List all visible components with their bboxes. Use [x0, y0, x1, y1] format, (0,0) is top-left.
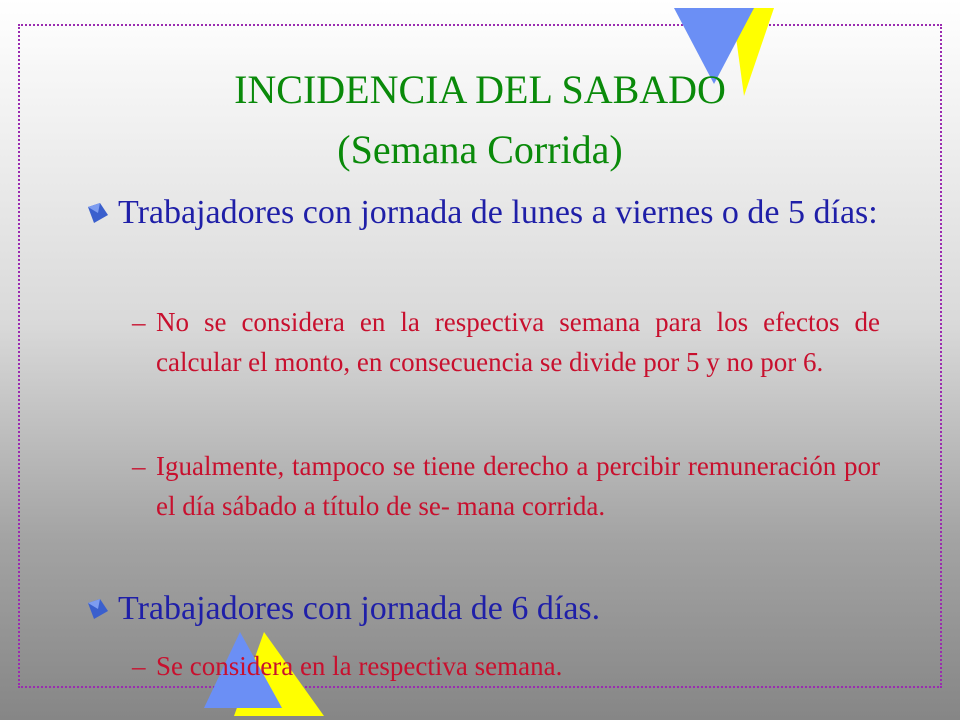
dash-marker: – — [132, 307, 146, 337]
sub-item-text: No se considera en la respectiva semana para los efectos de calcular el monto, en consecuencia se divide por 5 y no por 6. — [156, 307, 880, 377]
slide-title-line2: (Semana Corrida) — [337, 127, 623, 172]
bullet-item-6-day — [80, 586, 880, 632]
bullet-text: Trabajadores con jornada de 6 días. — [118, 590, 601, 627]
bullet-item-5-day — [80, 190, 880, 236]
sub-item-divide — [126, 302, 880, 382]
sub-item-no-right — [126, 446, 880, 526]
bullet-icon — [88, 203, 108, 223]
dash-marker: – — [132, 651, 146, 681]
dash-marker: – — [132, 451, 146, 481]
slide-title-line1: INCIDENCIA DEL SABADO — [234, 67, 726, 112]
sub-item-text: Se considera en la respectiva semana. — [156, 651, 563, 681]
sub-item-considered — [126, 646, 880, 686]
sub-item-text: Igualmente, tampoco se tiene derecho a percibir remuneración por el día sábado a título de se- mana corrida. — [156, 451, 880, 521]
bullet-icon — [88, 599, 108, 619]
bullet-text: Trabajadores con jornada de lunes a viernes o de 5 días: — [118, 194, 878, 231]
